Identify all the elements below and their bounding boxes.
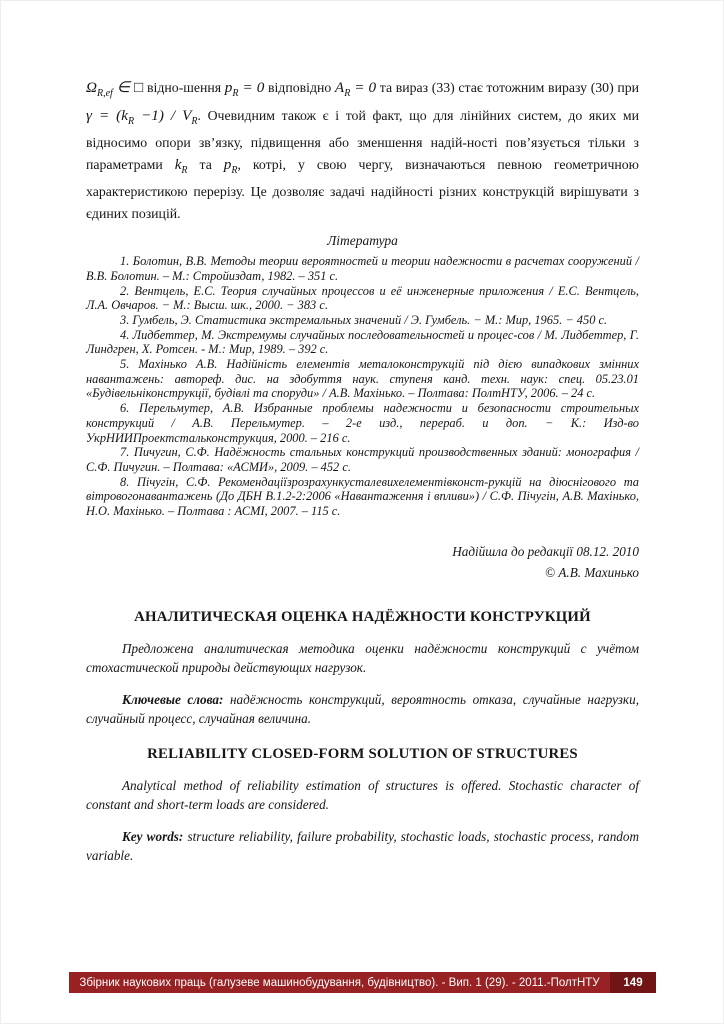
keywords-label-en: Key words: <box>122 828 184 844</box>
reference-item: 6. Перельмутер, А.В. Избранные проблемы надежности и безопасности строительных конструкций / А.В. Перельмутер. – 2-е изд., перераб. и доп. − К.: Изд-во УкрНИИПроектстальконструкция, 2000. – 216 с. <box>86 401 639 445</box>
article-title-ru: АНАЛИТИЧЕСКАЯ ОЦЕНКА НАДЁЖНОСТИ КОНСТРУКЦИЙ <box>134 608 591 625</box>
inline-formula: $\gamma = (k_R -1) / V_R$ <box>86 106 198 127</box>
reference-item: 5. Махінько А.В. Надійність елементів металоконструкцій під дією випадкових змінних навантажень: автореф. дис. на здобуття наук. ступеня канд. техн. наук: спец. 05.23.01 «Будівельніконструкції, будівлі та споруди» / А.В. Махінько. – Полтава: ПолтНТУ, 2006. – 24 с. <box>86 357 639 401</box>
reference-item: 7. Пичугин, С.Ф. Надёжность стальных конструкций производственных зданий: монография / С.Ф. Пичугин. – Полтава: «АСМИ», 2009. – 452 с. <box>86 445 639 474</box>
received-note: Надійшла до редакції 08.12. 2010 <box>452 543 639 559</box>
footer <box>69 972 656 993</box>
literature-heading: Література <box>327 233 398 249</box>
inline-formula: $k_R$ <box>174 155 188 176</box>
intro-paragraph: $\Omega_{R,ef}$ ∈ □ відно-шення $p_R = 0$ відповідно $A_R = 0$ та вираз (33) стає тотожним виразу (30) при $\gamma = (k_R -1) / V_R$. Очевидним також є і той факт, що для лінійних систем, до яких ми відносимо опори зв’язку, підвищення або зменшення надій-ності пов’язується тільки з параметрами $k_R$ та $p_R$, котрі, у свою чергу, визначаються певною геометричною характеристикою перерізу. Це дозволяє задачі надійності різних конструкцій вирішувати з єдиних позицій. <box>86 79 640 221</box>
reference-item: 3. Гумбель, Э. Статистика экстремальных значений / Э. Гумбель. − М.: Мир, 1965. − 450 с. <box>120 312 608 327</box>
footer-bar <box>69 972 610 993</box>
references-list <box>86 254 639 519</box>
inline-formula: $\Omega_{R,ef}$ ∈ □ <box>86 79 144 100</box>
inline-formula: $p_R$ <box>223 155 238 176</box>
abstract-en: Analytical method of reliability estimation of structures is offered. Stochastic character of constant and short-term loads are considered. <box>86 777 639 812</box>
keywords-en <box>86 827 639 865</box>
inline-formula: $p_R = 0$ <box>224 79 265 100</box>
inline-formula: $A_R = 0$ <box>334 79 377 100</box>
page-content <box>86 77 639 865</box>
reference-item: 1. Болотин, В.В. Методы теории вероятностей и теории надежности в расчетах сооружений / В.В. Болотин. – М.: Стройиздат, 1982. – 351 с. <box>86 254 639 283</box>
article-title-en: RELIABILITY CLOSED-FORM SOLUTION OF STRUCTURES <box>147 745 578 762</box>
submission-block <box>86 541 639 583</box>
keywords-label-ru: Ключевые слова: <box>122 691 224 707</box>
reference-item: 2. Вентцель, Е.С. Теория случайных процессов и её инженерные приложения / Е.С. Вентцель, Л.А. Овчаров. − М.: Высш. шк., 2000. − 383 с. <box>86 283 639 313</box>
keywords-text-ru: надёжность конструкций, вероятность отказа, случайные нагрузки, случайный процесс, случайная величина. <box>86 691 639 726</box>
footer-page-number: 149 <box>610 972 656 993</box>
reference-item: 4. Лидбеттер, М. Экстремумы случайных последовательностей и процес-сов / М. Лидбеттер, Г. Линдгрен, Х. Ротсен. - М.: Мир, 1989. – 392 с. <box>86 327 639 357</box>
reference-item: 8. Пічугін, С.Ф. Рекомендаціїзрозрахункусталевихелементівконст-рукцій на діюснігового та вітровогонавантажень (До ДБН В.1.2-2:2006 «Навантаження і впливи») / С.Ф. Пічугін, А.В. Махінько, Н.О. Махінько. – Полтава : АСМІ, 2007. – 115 с. <box>86 474 639 519</box>
copyright-note: © А.В. Махинько <box>545 564 639 580</box>
keywords-text-en: structure reliability, failure probability, stochastic loads, stochastic process, random variable. <box>86 828 639 863</box>
footer-journal-line: Збірник наукових праць (галузеве машинобудування, будівництво). - Вип. 1 (29). - 2011.-ПолтНТУ <box>79 976 600 989</box>
abstract-ru: Предложена аналитическая методика оценки надёжности конструкций с учётом стохастической природы действующих нагрузок. <box>86 640 639 675</box>
keywords-ru <box>86 690 639 728</box>
